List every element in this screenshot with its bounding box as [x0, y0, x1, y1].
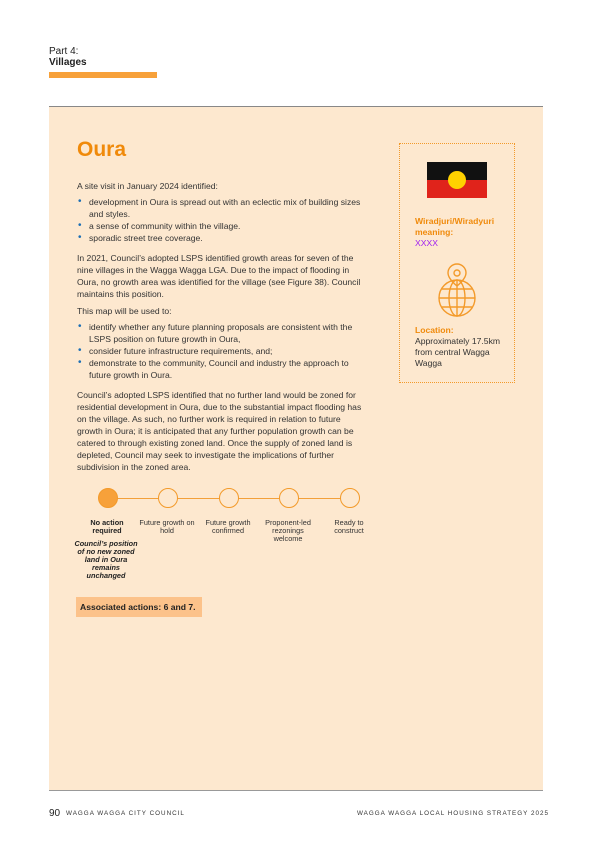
visit-findings-list	[77, 196, 367, 244]
zoning-paragraph: Council’s adopted LSPS identified that no further land would be zoned for residential development in Oura, due to the substantial impact flooding has on the village. As such, no further work is required in relation to future growth in Oura; it is anticipated that any further population growth can be catered to through existing zoned land. Once the supply of zoned land is depleted, Council may seek to investigate the implications of further subdivision in the zoned area.	[77, 390, 362, 472]
part-name: Villages	[49, 57, 87, 68]
header-accent-bar	[49, 72, 157, 78]
map-intro: This map will be used to:	[77, 306, 172, 316]
timeline-label-active: No action required	[90, 518, 124, 535]
meaning-value: XXXX	[415, 238, 438, 248]
location-value: Approximately 17.5km from central Wagga Wagga	[415, 336, 501, 368]
associated-actions: Associated actions: 6 and 7.	[80, 602, 196, 612]
timeline-label: Future growth on hold	[139, 518, 195, 535]
timeline-label: Future growth confirmed	[205, 518, 251, 535]
list-item: • identify whether any future planning proposals are consistent with the LSPS position on future growth in Oura,	[77, 321, 367, 345]
location-label: Location:	[415, 325, 454, 335]
intro-text: A site visit in January 2024 identified:	[77, 181, 218, 191]
aboriginal-flag-icon	[427, 162, 487, 198]
timeline-label: Proponent-led rezonings welcome	[265, 518, 311, 543]
list-item: • a sense of community within the village.	[77, 220, 367, 232]
location-globe-icon	[433, 262, 481, 318]
map-uses-list	[77, 321, 367, 381]
timeline-node-active	[98, 488, 118, 508]
list-item: • demonstrate to the community, Council and industry the approach to future growth in Oura.	[77, 357, 367, 381]
footer-council: WAGGA WAGGA CITY COUNCIL	[66, 810, 185, 817]
timeline-node	[340, 488, 360, 508]
timeline-node	[158, 488, 178, 508]
list-item: • consider future infrastructure requirements, and;	[77, 345, 367, 357]
lsps-paragraph: In 2021, Council’s adopted LSPS identified growth areas for seven of the nine villages in the Wagga Wagga LGA. Due to the impact of flooding in Oura, no growth area was identified for the village (see Figure 38). Council maintains this position.	[77, 253, 361, 299]
timeline-node	[219, 488, 239, 508]
list-item: • sporadic street tree coverage.	[77, 232, 367, 244]
page-number: 90	[49, 808, 61, 819]
timeline-note: Council’s position of no new zoned land in Oura remains unchanged	[74, 539, 138, 580]
page-title: Oura	[77, 138, 127, 161]
meaning-label: Wiradjuri/Wiradyuri meaning:	[415, 216, 495, 237]
part-label: Part 4:	[49, 46, 79, 57]
timeline-node	[279, 488, 299, 508]
list-item: • development in Oura is spread out with an eclectic mix of building sizes and styles.	[77, 196, 367, 220]
footer-doc-title: WAGGA WAGGA LOCAL HOUSING STRATEGY 2025	[356, 810, 549, 817]
timeline-label: Ready to construct	[334, 518, 364, 535]
